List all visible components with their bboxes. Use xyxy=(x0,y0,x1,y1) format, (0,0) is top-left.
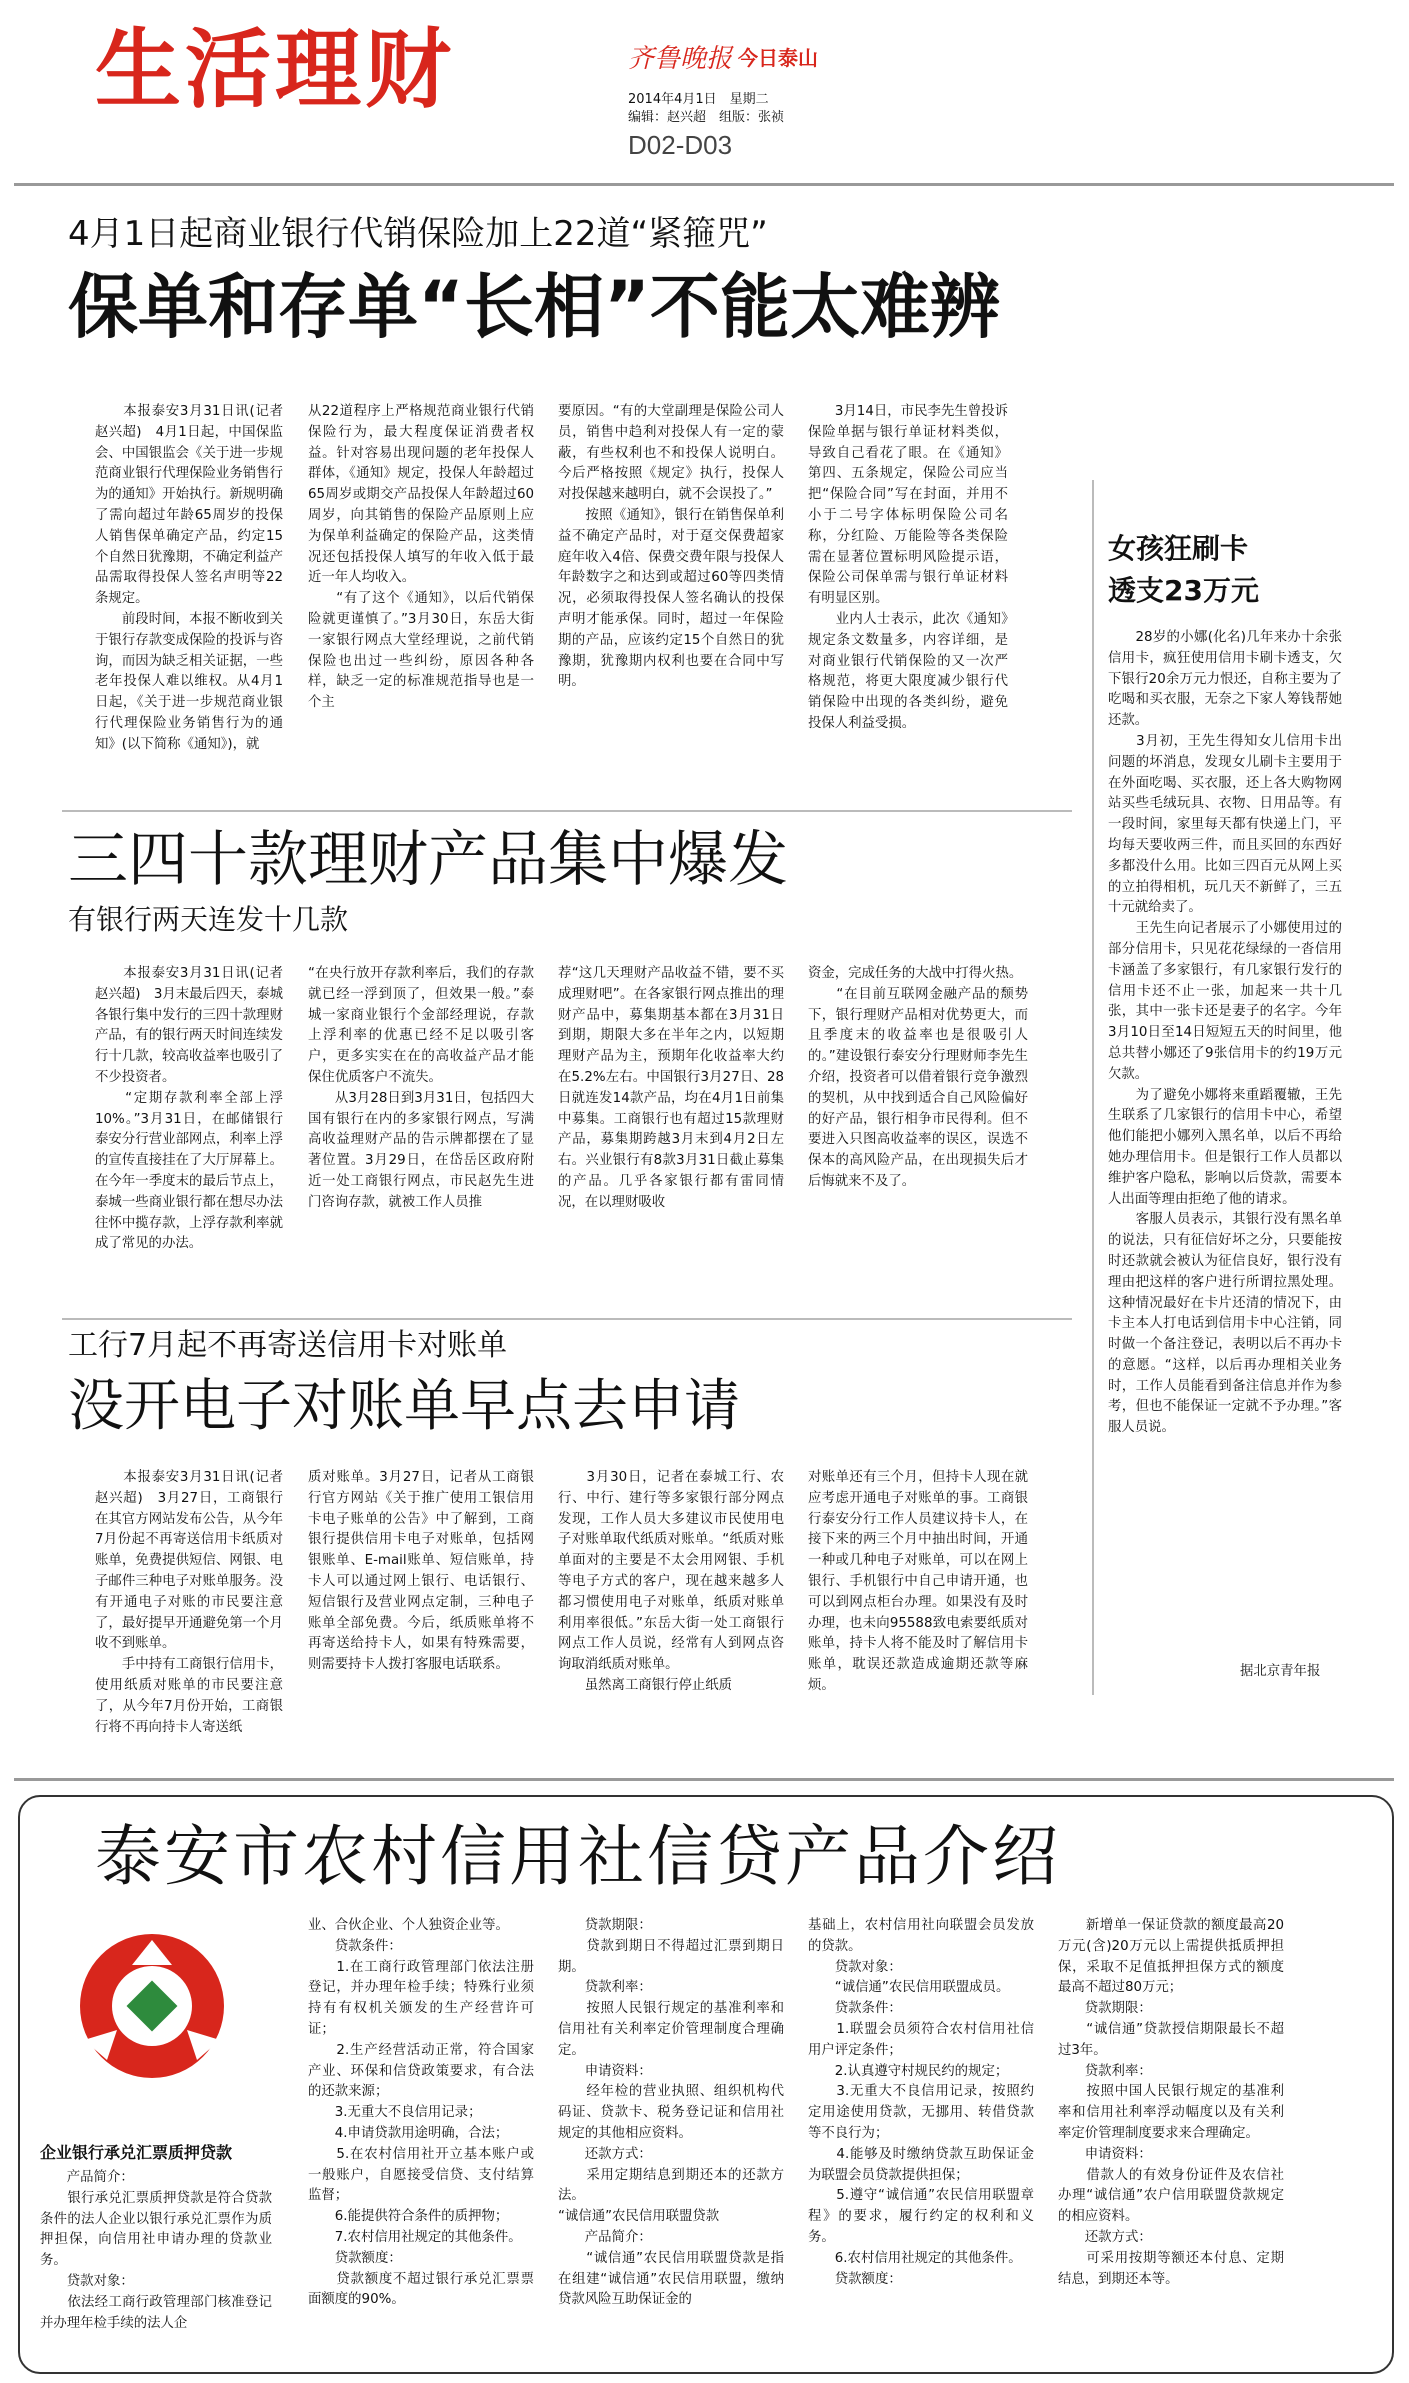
editor-credits: 编辑：赵兴超 组版：张祯 xyxy=(628,110,785,125)
article2-column-1: 本报泰安3月31日讯(记者 赵兴超) 3月末最后四天，泰城各银行集中发行的三四十款理财产品，有的银行两天时间连续发行十几款，较高收益率也吸引了不少投资者。 “定期存款利率全部上浮10%。”3月31日，在邮储银行泰安分行营业部网点，利率上浮的宣传直接挂在了大厅屏幕上。在今年一季度末的最后节点上，泰城一些商业银行都在想尽办法往怀中揽存款，上浮存款利率就成了常见的办法。 xyxy=(95,966,283,1252)
article3-divider xyxy=(62,1318,1072,1320)
ad-column-5: 新增单一保证贷款的额度最高20万元(含)20万元以上需提供抵质押担保，采取不足值抵押担保方式的额度最高不超过80万元； 贷款期限： “诚信通”贷款授信期限最长不超过3年。 贷款利率： 按照中国人民银行规定的基准利率和信用社利率浮动幅度以及有关利率定价管理制度要求来合理确定。 申请资料： 借款人的有效身份证件及农信社办理“诚信通”农户信用联盟贷款规定的相应资料。 还款方式： 可采用按期等额还本付息、定期结息，到期还本等。 xyxy=(1058,1918,1284,2287)
article2-column-4: 资金，完成任务的大战中打得火热。 “在目前互联网金融产品的颓势下，银行理财产品相对优势更大，而且季度末的收益率也是很吸引人的。”建设银行泰安分行理财师李先生介绍，投资者可以借着银行竞争激烈的契机，从中找到适合自己风险偏好的好产品，银行相争市民得利。但不要进入只图高收益率的误区，误选不保本的高风险产品，在出现损失后才后悔就来不及了。 xyxy=(808,966,1028,1189)
ad-column-2: 业、合伙企业、个人独资企业等。 贷款条件： 1.在工商行政管理部门依法注册登记，并办理年检手续；特殊行业须持有有权机关颁发的生产经营许可证； 2.生产经营活动正常，符合国家产业、环保和信贷政策要求，有合法的还款来源； 3.无重大不良信用记录； 4.申请贷款用途明确，合法； 5.在农村信用社开立基本账户或一般账户，自愿接受信贷、支付结算监督； 6.能提供符合条件的质押物； 7.农村信用社规定的其他条件。 贷款额度： 贷款额度不超过银行承兑汇票票面额度的90%。 xyxy=(308,1918,534,2308)
ad-column-1: 产品简介： 银行承兑汇票质押贷款是符合贷款条件的法人企业以银行承兑汇票作为质押担保，向信用社申请办理的贷款业务。 贷款对象： 依法经工商行政管理部门核准登记并办理年检手续的法人企 xyxy=(40,2170,272,2331)
article3-column-2: 质对账单。3月27日，记者从工商银行官方网站《关于推广使用工银信用卡电子账单的公告》中了解到，工商银行提供信用卡电子对账单，包括网银账单、E-mail账单、短信账单，持卡人可以通过网上银行、电话银行、短信银行及营业网点定制，三种电子账单全部免费。今后，纸质账单将不再寄送给持卡人，如果有特殊需要，则需要持卡人拨打客服电话联系。 xyxy=(308,1470,534,1673)
article1-kicker: 4月1日起商业银行代销保险加上22道“紧箍咒” xyxy=(68,214,768,254)
article1-column-2: 从22道程序上严格规范商业银行代销保险行为，最大程度保证消费者权益。针对容易出现问题的老年投保人群体，《通知》规定，投保人年龄超过65周岁或期交产品投保人年龄超过60周岁，向其销售的保险产品原则上应为保单利益确定的保险产品，这类情况还包括投保人填写的年收入低于最近一年人均收入。 “有了这个《通知》，以后代销保险就更谨慎了。”3月30日，东岳大街一家银行网点大堂经理说，之前代销保险也出过一些纠纷，原因各种各样，缺乏一定的标准规范指导也是一个主 xyxy=(308,404,534,711)
ad-title: 泰安市农村信用社信贷产品介绍 xyxy=(95,1818,1061,1895)
article2-headline: 三四十款理财产品集中爆发 xyxy=(68,825,788,895)
ad-column-4: 基础上，农村信用社向联盟会员发放的贷款。 贷款对象： “诚信通”农民信用联盟成员。 贷款条件： 1.联盟会员须符合农村信用社信用户评定条件； 2.认真遵守村规民约的规定； 3.无重大不良信用记录，按照约定用途使用贷款，无挪用、转借贷款等不良行为； 4.能够及时缴纳贷款互助保证金为联盟会员贷款提供担保； 5.遵守“诚信通”农民信用联盟章程》的要求，履行约定的权利和义务。 6.农村信用社规定的其他条件。 贷款额度： xyxy=(808,1918,1034,2287)
sidebar-source: 据北京青年报 xyxy=(1240,1664,1321,1679)
masthead-divider xyxy=(14,183,1394,186)
ad-top-rule xyxy=(14,1778,1394,1781)
page-number: D02-D03 xyxy=(628,130,733,160)
article3-headline: 没开电子对账单早点去申请 xyxy=(68,1374,740,1439)
section-title: 生活理财 xyxy=(95,20,455,120)
article2-subhead: 有银行两天连发十几款 xyxy=(68,903,349,936)
article3-kicker: 工行7月起不再寄送信用卡对账单 xyxy=(68,1328,508,1363)
sidebar-body: 28岁的小娜(化名)几年来办十余张信用卡，疯狂使用信用卡刷卡透支，欠下银行20余万元力恨还，自称主要为了吃喝和买衣服，无奈之下家人筹钱帮她还款。 3月初，王先生得知女儿信用卡出问题的坏消息，发现女儿刷卡主要用于在外面吃喝、买衣服，还上各大购物网站买些毛绒玩具、衣物、日用品等。有一段时间，家里每天都有快递上门，平均每天要收两三件，而且买回的东西好多都没什么用。比如三四百元从网上买的立拍得相机，玩几天不新鲜了，三五十元就给卖了。 王先生向记者展示了小娜使用过的部分信用卡，只见花花绿绿的一沓信用卡涵盖了多家银行，有几家银行发行的信用卡还不止一张，加起来一共十几张，其中一张卡还是妻子的名字。今年3月10日至14日短短五天的时间里，他总共替小娜还了9张信用卡的约19万元欠款。 为了避免小娜将来重蹈覆辙，王先生联系了几家银行的信用卡中心，希望他们能把小娜列入黑名单，以后不再给她办理信用卡。但是银行工作人员都以维护客户隐私，影响以后贷款，需要本人出面等理由拒绝了他的请求。 客服人员表示，其银行没有黑名单的说法，只有征信好坏之分，只要能按时还款就会被认为征信良好，银行没有理由把这样的客户进行所谓拉黑处理。这种情况最好在卡片还清的情况下，由卡主本人打电话到信用卡中心注销，同时做一个备注登记，表明以后不再办卡的意愿。“这样，以后再办理相关业务时，工作人员能看到备注信息并作为参考，但也不能保证一定就不予办理。”客服人员说。 xyxy=(1108,630,1342,1436)
article3-column-4: 对账单还有三个月，但持卡人现在就应考虑开通电子对账单的事。工商银行泰安分行工作人员建议持卡人，在接下来的两三个月中抽出时间，开通一种或几种电子对账单，可以在网上银行、手机银行中自己申请开通，也可以到网点柜台办理。如果没有及时办理，也未向95588致电索要纸质对账单，持卡人将不能及时了解信用卡账单，耽误还款造成逾期还款等麻烦。 xyxy=(808,1470,1028,1693)
issue-date: 2014年4月1日 星期二 xyxy=(628,92,769,107)
edition-name: 今日泰山 xyxy=(738,46,818,70)
sidebar-title-line2: 透支23万元 xyxy=(1108,574,1259,607)
rural-credit-cooperative-logo xyxy=(62,1920,242,2090)
ad-column-3: 贷款期限： 贷款到期日不得超过汇票到期日期。 贷款利率： 按照人民银行规定的基准利率和信用社有关利率定价管理制度合理确定。 申请资料： 经年检的营业执照、组织机构代码证、贷款卡、税务登记证和信用社规定的其他相应资料。 还款方式： 采用定期结息到期还本的还款方法。 “诚信通”农民信用联盟贷款 产品简介： “诚信通”农民信用联盟贷款是指在组建“诚信通”农民信用联盟，缴纳贷款风险互助保证金的 xyxy=(558,1918,784,2308)
article1-column-1: 本报泰安3月31日讯(记者 赵兴超) 4月1日起，中国保监会、中国银监会《关于进一步规范商业银行代理保险业务销售行为的通知》开始执行。新规明确了需向超过年龄65周岁的投保人销售保单确定产品，约定15个自然日犹豫期，不确定利益产品需取得投保人签名声明等22条规定。 前段时间，本报不断收到关于银行存款变成保险的投诉与咨询，而因为缺乏相关证据，一些老年投保人难以维权。从4月1日起，《关于进一步规范商业银行代理保险业务销售行为的通知》(以下简称《通知》)，就 xyxy=(95,404,283,752)
article1-headline: 保单和存单“长相”不能太难辨 xyxy=(68,266,1001,348)
article2-column-3: 荐“这几天理财产品收益不错，要不买成理财吧”。在各家银行网点推出的理财产品中，募集期基本都在3月31日到期，期限大多在半年之内，以短期理财产品为主，预期年化收益率大约在5.2%左右。中国银行3月27日、28日就连发14款产品，均在4月1日前集中募集。工商银行也有超过15款理财产品，募集期跨越3月末到4月2日左右。兴业银行有8款3月31日截止募集的产品。几乎各家银行都有雷同情况，在以理财吸收 xyxy=(558,966,784,1210)
sidebar-title-line1: 女孩狂刷卡 xyxy=(1108,532,1249,565)
article2-column-2: “在央行放开存款利率后，我们的存款就已经一浮到顶了，但效果一般。”泰城一家商业银行个金部经理说，存款上浮利率的优惠已经不足以吸引客户，更多实实在在的高收益产品才能保住优质客户不流失。 从3月28日到3月31日，包括四大国有银行在内的多家银行网点，写满高收益理财产品的告示牌都摆在了显著位置。3月29日，在岱岳区政府附近一处工商银行网点，市民赵先生进门咨询存款，就被工作人员推 xyxy=(308,966,534,1210)
article3-column-3: 3月30日，记者在泰城工行、农行、中行、建行等多家银行部分网点发现，工作人员大多建议市民使用电子对账单取代纸质对账单。“纸质对账单面对的主要是不太会用网银、手机等电子方式的客户，现在越来越多人都习惯使用电子对账单，纸质对账单利用率很低。”东岳大街一处工商银行网点工作人员说，经常有人到网点咨询取消纸质对账单。 虽然离工商银行停止纸质 xyxy=(558,1470,784,1693)
article2-divider xyxy=(62,810,1072,812)
ad-product1-name: 企业银行承兑汇票质押贷款 xyxy=(40,2143,233,2162)
article1-column-4: 3月14日，市民李先生曾投诉保险单据与银行单证材料类似，导致自己看花了眼。在《通知》第四、五条规定，保险公司应当把“保险合同”写在封面，并用不小于二号字体标明保险公司名称，分红险、万能险等各类保险需在显著位置标明风险提示语，保险公司保单需与银行单证材料有明显区别。 业内人士表示，此次《通知》规定条文数量多，内容详细，是对商业银行代销保险的又一次严格规范，将更大限度减少银行代销保险中出现的各类纠纷，避免投保人利益受损。 xyxy=(808,404,1008,731)
sidebar-divider xyxy=(1092,480,1094,1695)
article1-column-3: 要原因。“有的大堂副理是保险公司人员，销售中趋利对投保人有一定的蒙蔽，有些权利也不和投保人说明白。今后严格按照《规定》执行，投保人对投保越来越明白，就不会误投了。” 按照《通知》，银行在销售保单利益不确定产品时，对于趸交保费超家庭年收入4倍、保费交费年限与投保人年龄数字之和达到或超过60等四类情况，必须取得投保人签名确认的投保声明才能承保。同时，超过一年保险期的产品，应该约定15个自然日的犹豫期，犹豫期内权利也要在合同中写明。 xyxy=(558,404,784,690)
newspaper-brand: 齐鲁晚报 xyxy=(628,44,733,74)
article3-column-1: 本报泰安3月31日讯(记者 赵兴超) 3月27日，工商银行在其官方网站发布公告，从今年7月份起不再寄送信用卡纸质对账单，免费提供短信、网银、电子邮件三种电子对账单服务。没有开通电子对账的市民要注意了，最好提早开通避免第一个月收不到账单。 手中持有工商银行信用卡，使用纸质对账单的市民要注意了，从今年7月份开始，工商银行将不再向持卡人寄送纸 xyxy=(95,1470,283,1735)
